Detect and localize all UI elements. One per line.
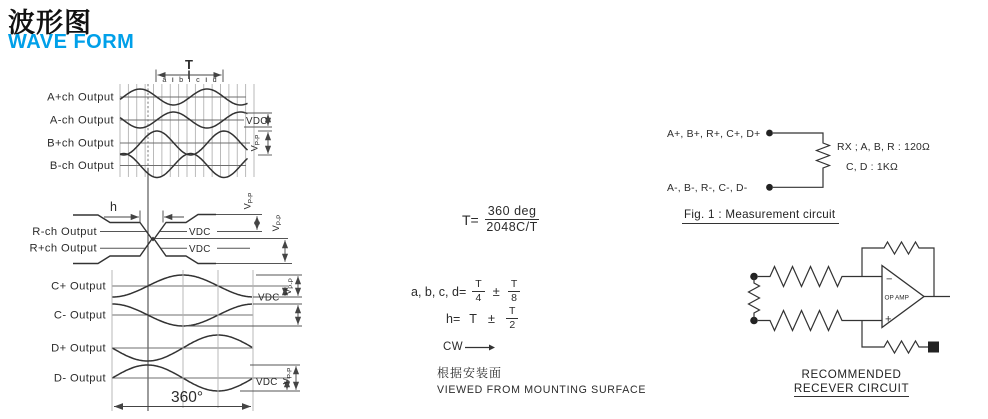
mounting-note-zh: 根据安装面 — [437, 366, 503, 380]
vpp-sub: P-P — [275, 214, 283, 226]
frac-den: 2 — [509, 319, 516, 332]
label-c-plus: C+ Output — [51, 280, 106, 293]
mc-resistor-value-2: C, D : 1KΩ — [846, 162, 898, 173]
mc-node-top — [766, 130, 773, 137]
rc-bottom-resistor — [758, 311, 882, 331]
cw-direction — [443, 341, 495, 353]
mounting-note-en: VIEWED FROM MOUNTING SURFACE — [437, 384, 647, 396]
frac-den: 4 — [475, 292, 482, 305]
vdc-label-r-minus: VDC — [189, 227, 211, 238]
vpp-v: V — [281, 378, 292, 385]
vpp-v: V — [283, 288, 293, 295]
label-d-plus: D+ Output — [51, 342, 106, 355]
vpp-label-r2 — [271, 215, 283, 232]
plus-minus: ± — [487, 311, 496, 327]
cw-label: CW — [443, 341, 464, 353]
mc-bottom-label: A-, B-, R-, C-, D- — [667, 183, 748, 194]
frac-num: T — [472, 279, 484, 292]
receiver-circuit — [749, 242, 951, 353]
vdc-label-c: VDC — [258, 292, 280, 304]
formula-h-lhs: h= — [446, 311, 461, 326]
vdc-label-top: VDC — [246, 116, 268, 128]
mounting-note — [437, 364, 646, 396]
cw-arrow-icon — [465, 343, 495, 352]
label-b-minus: B-ch Output — [49, 160, 114, 172]
seg-a-label: a — [162, 75, 167, 84]
formula-period-lhs: T= — [462, 211, 479, 228]
waveform-grid — [120, 84, 254, 177]
r-signals — [73, 215, 216, 264]
period-dimension — [156, 57, 223, 84]
sine-waves — [112, 89, 255, 391]
label-b-plus: B+ch Output — [47, 137, 114, 150]
page-title: 波形图 — [8, 8, 92, 38]
formula-abcd — [411, 279, 520, 304]
page-subtitle: WAVE FORM — [8, 31, 135, 53]
vpp-sub: P-P — [286, 367, 294, 379]
seg-c-label: c — [196, 75, 200, 84]
vpp-label-top — [250, 135, 262, 152]
label-a-plus: A+ch Output — [47, 91, 114, 104]
degrees-label: 360° — [170, 389, 204, 406]
seg-b-label: b — [179, 75, 184, 84]
receiver-caption-line1: RECOMMENDED — [801, 368, 902, 381]
plus-minus: ± — [492, 284, 500, 300]
vdc-label-d: VDC — [256, 377, 278, 388]
channel-labels — [29, 92, 114, 385]
mc-top-label: A+, B+, R+, C+, D+ — [667, 129, 761, 140]
formula-abcd-frac1 — [472, 279, 484, 304]
rc-opamp-label: OP AMP — [884, 294, 909, 302]
mc-node-bottom — [766, 184, 773, 191]
formula-h — [446, 306, 518, 331]
mc-resistor — [773, 133, 830, 187]
seg-d-label: d — [212, 75, 217, 84]
mc-resistor-value-1: RX ; A, B, R : 120Ω — [837, 142, 930, 153]
rc-terminal-square — [928, 342, 939, 353]
frac-den: 8 — [511, 292, 517, 305]
formula-period-num: 360 deg — [485, 205, 540, 220]
vpp-sub: P-P — [254, 134, 262, 146]
vpp-v: V — [249, 145, 260, 152]
label-r-plus: R+ch Output — [29, 242, 97, 255]
rc-ref-resistor — [862, 321, 928, 354]
label-r-minus: R-ch Output — [32, 226, 97, 238]
formula-period-den: 2048C/T — [486, 220, 538, 235]
formula-period-fraction — [485, 205, 540, 234]
h-label: h — [110, 200, 117, 214]
vdc-label-r-plus: VDC — [189, 244, 211, 255]
formula-abcd-lhs: a, b, c, d= — [411, 284, 467, 299]
formula-h-frac — [506, 306, 518, 331]
rc-top-resistor — [758, 267, 882, 287]
r-vdc-lines — [100, 232, 262, 249]
measurement-circuit-caption: Fig. 1 : Measurement circuit — [682, 208, 839, 224]
receiver-caption-line2: RECEVER CIRCUIT — [793, 382, 910, 395]
vpp-sub: P-P — [247, 192, 255, 204]
rc-input-resistor — [749, 277, 760, 321]
formula-period — [462, 205, 539, 234]
frac-num: T — [506, 306, 518, 319]
receiver-circuit-caption — [789, 368, 914, 397]
vpp-label-d — [282, 368, 294, 385]
rc-plus-input: + — [885, 313, 892, 326]
vpp-v: V — [271, 225, 281, 232]
label-d-minus: D- Output — [53, 372, 106, 385]
vpp-sub: P-P — [287, 278, 295, 289]
formula-abcd-frac2 — [508, 279, 520, 304]
vpp-label-r1 — [243, 193, 255, 210]
label-c-minus: C- Output — [53, 309, 106, 322]
rc-minus-input: − — [886, 273, 893, 286]
vpp-v: V — [242, 203, 253, 210]
frac-num: T — [508, 279, 520, 292]
label-a-minus: A-ch Output — [49, 114, 114, 127]
measurement-circuit — [667, 129, 930, 194]
h-dimension — [104, 200, 184, 223]
formula-h-t: T — [469, 311, 477, 326]
period-label: T — [185, 57, 193, 72]
